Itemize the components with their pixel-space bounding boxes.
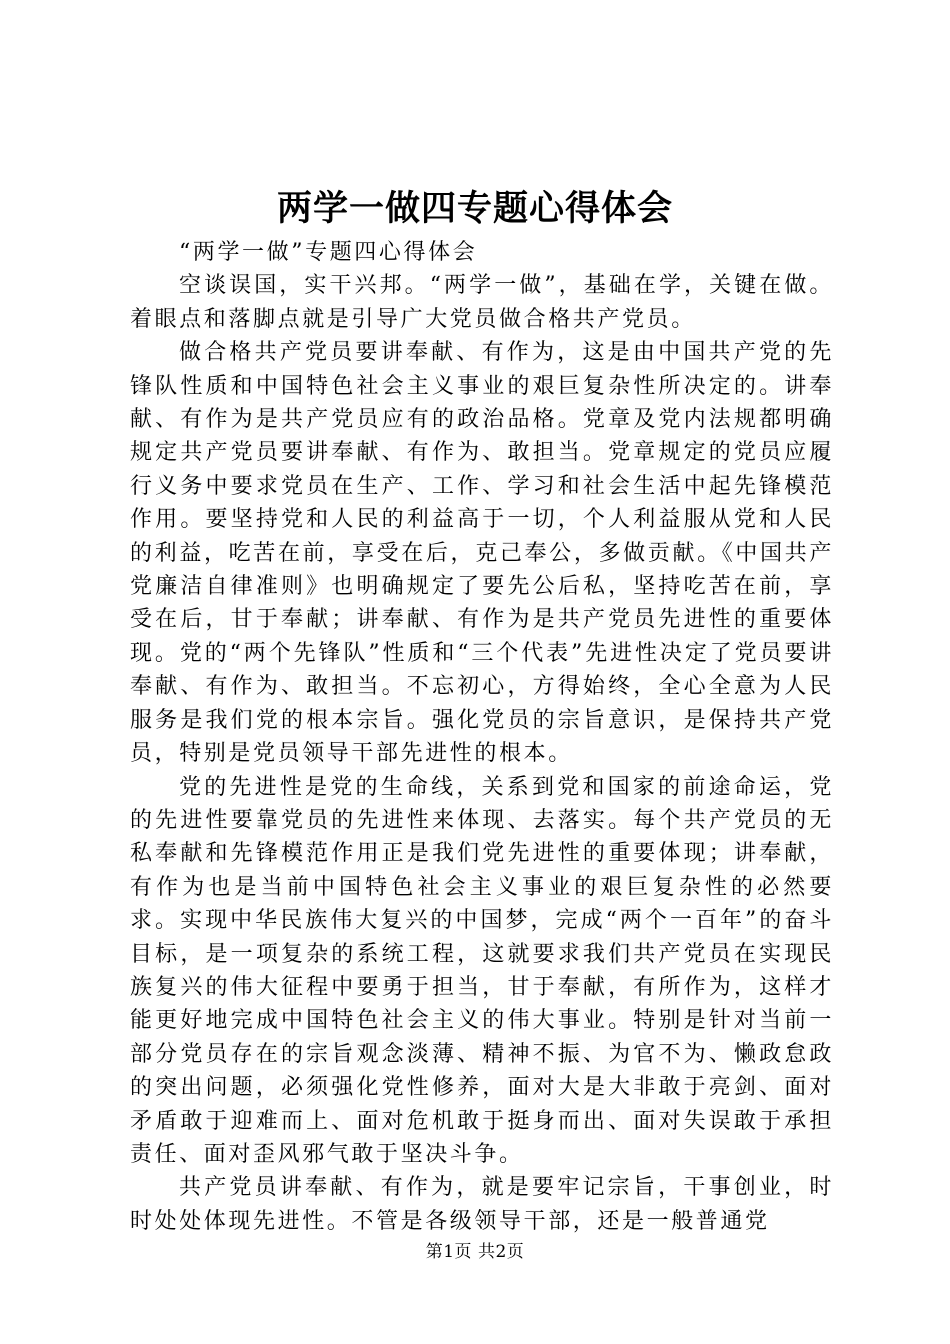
document-title: 两学一做四专题心得体会 [276, 188, 673, 229]
document-subtitle-paragraph: “两学一做”专题四心得体会 [179, 240, 478, 265]
document-body [130, 236, 834, 1238]
body-paragraph: 共产党员讲奉献、有作为，就是要牢记宗旨，干事创业，时时处处体现先进性。不管是各级领导干部，还是一般普通党 [130, 1175, 834, 1234]
body-paragraph: 空谈误国，实干兴邦。“两学一做”，基础在学，关键在做。着眼点和落脚点就是引导广大党员做合格共产党员。 [130, 273, 834, 332]
page-number-footer: 第1页 共2页 [425, 1242, 525, 1262]
body-paragraph: 党的先进性是党的生命线，关系到党和国家的前途命运，党的先进性要靠党员的先进性来体现、去落实。每个共产党员的无私奉献和先锋模范作用正是我们党先进性的重要体现；讲奉献，有作为也是当前中国特色社会主义事业的艰巨复杂性的必然要求。实现中华民族伟大复兴的中国梦，完成“两个一百年”的奋斗目标，是一项复杂的系统工程，这就要求我们共产党员在实现民族复兴的伟大征程中要勇于担当，甘于奉献，有所作为，这样才能更好地完成中国特色社会主义的伟大事业。特别是针对当前一部分党员存在的宗旨观念淡薄、精神不振、为官不为、懒政怠政的突出问题，必须强化党性修养，面对大是大非敢于亮剑、面对矛盾敢于迎难而上、面对危机敢于挺身而出、面对失误敢于承担责任、面对歪风邪气敢于坚决斗争。 [130, 774, 834, 1167]
body-paragraph: 做合格共产党员要讲奉献、有作为，这是由中国共产党的先锋队性质和中国特色社会主义事业的艰巨复杂性所决定的。讲奉献、有作为是共产党员应有的政治品格。党章及党内法规都明确规定共产党员要讲奉献、有作为、敢担当。党章规定的党员应履行义务中要求党员在生产、工作、学习和社会生活中起先锋模范作用。要坚持党和人民的利益高于一切，个人利益服从党和人民的利益，吃苦在前，享受在后，克己奉公，多做贡献。《中国共产党廉洁自律准则》也明确规定了要先公后私，坚持吃苦在前，享受在后，甘于奉献；讲奉献、有作为是共产党员先进性的重要体现。党的“两个先锋队”性质和“三个代表”先进性决定了党员要讲奉献、有作为、敢担当。不忘初心，方得始终，全心全意为人民服务是我们党的根本宗旨。强化党员的宗旨意识，是保持共产党员，特别是党员领导干部先进性的根本。 [130, 340, 834, 767]
